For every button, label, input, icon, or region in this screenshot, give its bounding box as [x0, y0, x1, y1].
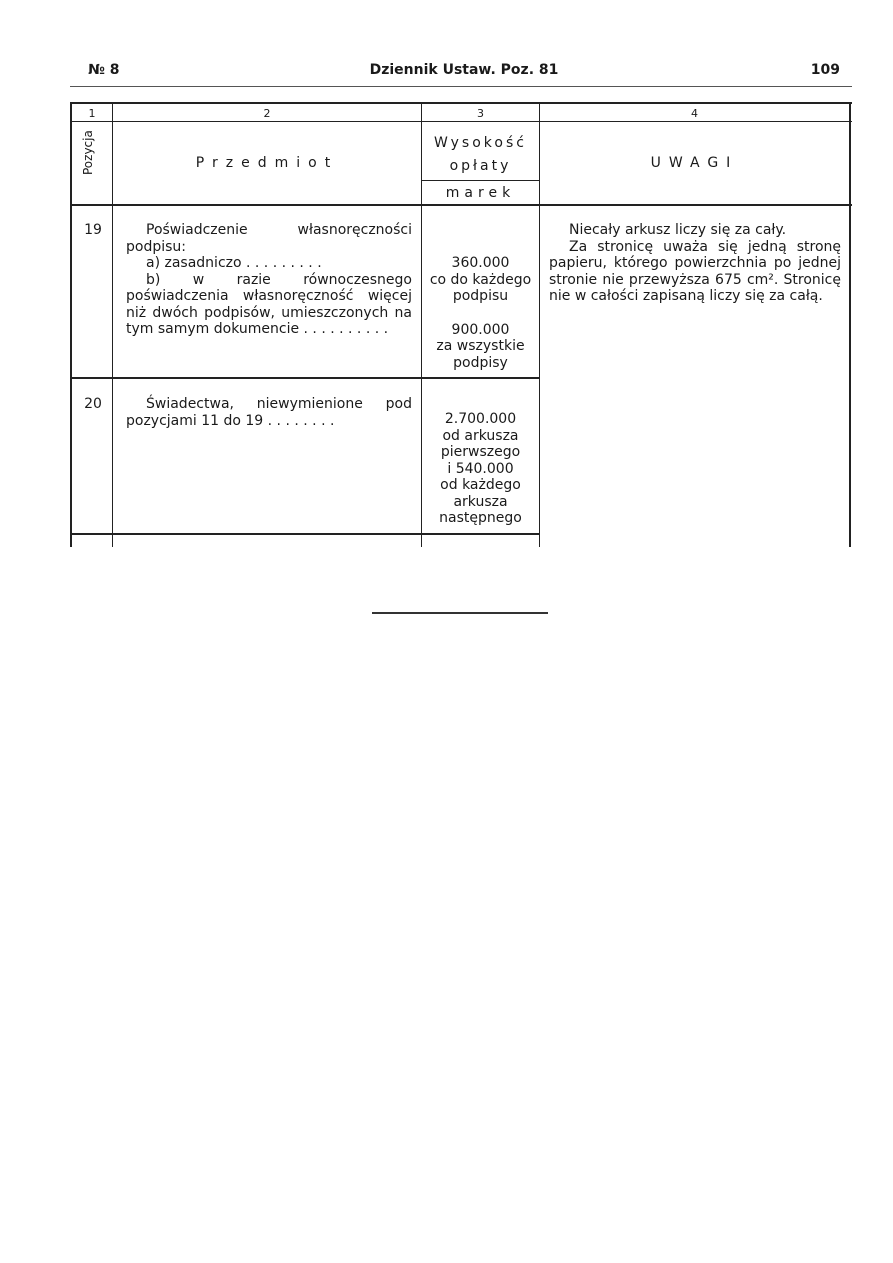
- column-number-3: 3: [477, 107, 484, 120]
- fee-amount: 360.000: [451, 255, 510, 271]
- unit-rule: [422, 180, 540, 181]
- row-number: 19: [84, 222, 102, 238]
- header-oplaty: opłaty: [449, 158, 512, 174]
- remark-paragraph: Niecały arkusz liczy się za cały.: [569, 222, 787, 238]
- row-19-subject: [126, 222, 412, 338]
- header-wysokosc: Wysokość: [434, 135, 527, 151]
- issue-number: № 8: [88, 62, 120, 78]
- row-divider: [70, 377, 540, 379]
- fee-note: co do każdego podpisu: [429, 271, 532, 304]
- fee-table: [70, 102, 852, 547]
- fee-note: od każdego arkusza następnego: [439, 477, 522, 526]
- fee-amount: i 540.000: [447, 460, 514, 477]
- subject-item-b: b) w razie równoczesnego poświadczenia własnoręczność więcej niż dwóch podpisów, umieszczonych na tym samym dokumencie . . . . . . . . . .: [126, 271, 412, 337]
- page-number: 109: [810, 62, 840, 78]
- row-19-fee: [422, 255, 539, 371]
- subject-text: Świadectwa, niewymienione pod pozycjami 11 do 19 . . . . . . . .: [126, 396, 412, 429]
- table-left-rule: [70, 102, 72, 547]
- row-19-remarks: [549, 222, 841, 305]
- subject-intro: Poświadczenie własnoręczności podpisu:: [126, 222, 412, 255]
- table-bottom-rule: [70, 533, 540, 535]
- column-number-4: 4: [691, 107, 698, 120]
- fee-amount: 2.700.000: [444, 411, 517, 427]
- header-przedmiot: Przedmiot: [195, 155, 339, 171]
- remark-paragraph: Za stronicę uważa się jedną stronę papieru, którego powierzchnia po jednej stronie nie przewyższa 675 cm². Stronicę nie w całości zapisaną liczy się za całą.: [549, 238, 841, 304]
- header-bottom-rule: [70, 204, 852, 206]
- closing-rule: [372, 612, 548, 614]
- table-top-rule: [70, 102, 852, 104]
- header-uwagi: UWAGI: [650, 155, 739, 171]
- subject-item-a: a) zasadniczo . . . . . . . . .: [146, 255, 322, 271]
- table-right-rule: [849, 102, 851, 547]
- fee-note: od arkusza pierwszego: [440, 427, 521, 460]
- row-20-fee: [422, 411, 539, 527]
- column-number-1: 1: [88, 107, 96, 120]
- fee-note: za wszystkie podpisy: [436, 338, 525, 371]
- header-rule: [70, 86, 852, 87]
- header-pozycja: Pozycja: [81, 130, 95, 175]
- fee-amount: 900.000: [451, 321, 510, 338]
- row-20-subject: [126, 396, 412, 429]
- running-header: [88, 62, 840, 84]
- journal-title: Dziennik Ustaw. Poz. 81: [369, 62, 559, 78]
- header-unit-marek: marek: [445, 185, 516, 201]
- column-number-2: 2: [263, 107, 271, 120]
- row-number: 20: [84, 396, 102, 412]
